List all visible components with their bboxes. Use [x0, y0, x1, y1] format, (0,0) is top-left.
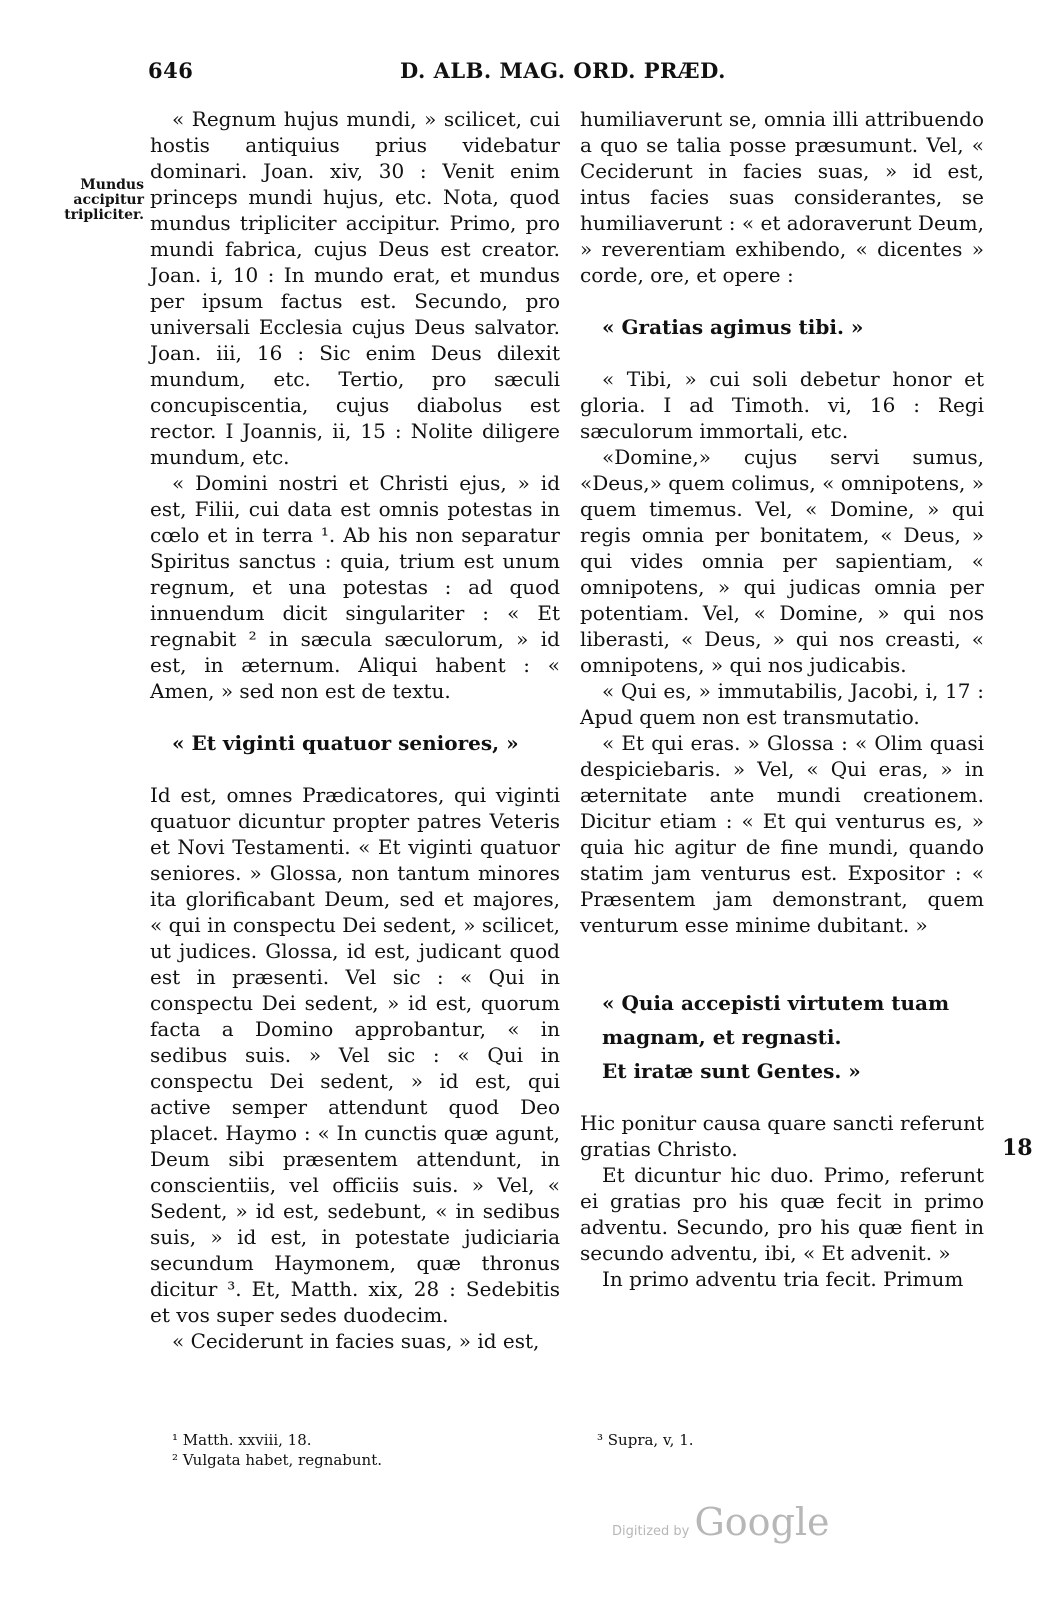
margin-note-line: accipitur: [73, 192, 144, 208]
paragraph: Hic ponitur causa quare sancti referunt gratias Christo.: [580, 1111, 984, 1161]
paragraph: « Et qui eras. » Glossa : « Olim quasi despiciebaris. » Vel, « Qui eras, » in æternitate ante mundi creationem. Dicitur etiam : « Et qui venturus es, » quia hic agitur de fine mundi, quando statim jam venturus est. Expositor : « Præsentem jam demonstrant, quem venturum esse minime dubitant. »: [580, 731, 984, 937]
footnotes: [172, 1430, 382, 1470]
paragraph: « Qui es, » immutabilis, Jacobi, i, 17 : Apud quem non est transmutatio.: [580, 679, 984, 729]
right-column: [580, 106, 984, 1292]
paragraph: «Domine,» cujus servi sumus, «Deus,» quem colimus, « omnipotens, » quem timemus. Vel, « Domine, » qui regis omnia per bonitatem, « Deus, » qui vides omnia per sapientiam, « omnipotens, » qui judicas omnia per potentiam. Vel, « Domine, » qui nos liberasti, « Deus, » qui nos creasti, « omnipotens, » qui nos judicabis.: [580, 445, 984, 677]
section-heading: « Gratias agimus tibi. »: [602, 315, 864, 339]
section-heading: « Et viginti quatuor seniores, »: [172, 731, 519, 755]
paragraph: Id est, omnes Prædicatores, qui viginti quatuor dicuntur propter patres Veteris et Novi Testamenti. « Et viginti quatuor seniores. » Glossa, non tantum minores ita glorificabant Deum, sed et majores, « qui in conspectu Dei sedent, » scilicet, ut judices. Glossa, id est, judicant quod est in præsenti. Vel sic : « Qui in conspectu Dei sedent, » id est, quorum facta a Domino approbantur, « in sedibus suis. » Vel sic : « Qui in conspectu Dei sedent, » id est, qui active semper attendunt quod Deo placet. Haymo : « In cunctis quæ agunt, Deum sibi præsentem attendunt, in conscientiis, vel officiis suis. » Vel, « Sedent, » id est, sedebunt, « in sedibus suis, » id est, in potestate judiciaria secundum Haymonem, quæ thronus dicitur ³. Et, Matth. xix, 28 : Sedebitis et vos super sedes duodecim.: [150, 783, 560, 1327]
margin-note-line: tripliciter.: [64, 207, 144, 223]
margin-note: [52, 178, 144, 223]
section-heading: Et iratæ sunt Gentes. »: [602, 1059, 861, 1083]
page-header: [148, 58, 982, 88]
paragraph: In primo adventu tria fecit. Primum: [602, 1267, 964, 1291]
left-column: [150, 106, 560, 1354]
paragraph: « Tibi, » cui soli debetur honor et gloria. I ad Timoth. vi, 16 : Regi sæculorum immortali, etc.: [580, 367, 984, 443]
google-logo: Google: [694, 1500, 830, 1544]
paragraph: « Domini nostri et Christi ejus, » id est, Filii, cui data est omnis potestas in cœlo et in terra ¹. Ab his non separatur Spiritus sanctus : quia, trium est unum regnum, et una potestas : ad quod innuendum dicit singulariter : « Et regnabit ² in sæcula sæculorum, » id est, in æternum. Aliqui habent : « Amen, » sed non est de textu.: [150, 471, 560, 703]
footnote: ² Vulgata habet, regnabunt.: [172, 1451, 383, 1469]
margin-note-line: Mundus: [80, 177, 144, 193]
paragraph: « Ceciderunt in facies suas, » id est,: [172, 1329, 540, 1353]
paragraph: humiliaverunt se, omnia illi attribuendo a quo se talia posse præsumunt. Vel, « Ceciderunt in facies suas, » id est, intus facies suas considerantes, se humiliaverunt : « et adoraverunt Deum, » reverentiam exhibendo, « dicentes » corde, ore, et opere :: [580, 107, 984, 287]
footnote: ¹ Matth. xxviii, 18.: [172, 1431, 312, 1449]
section-heading: « Quia accepisti virtutem tuam magnam, et regnasti.: [602, 991, 950, 1049]
digitization-watermark: [612, 1500, 830, 1550]
paragraph: Et dicuntur hic duo. Primo, referunt ei gratias pro his quæ fecit in primo adventu. Secundo, pro his quæ fient in secundo adventu, ibi, « Et advenit. »: [580, 1163, 984, 1265]
page-number: 646: [148, 58, 194, 83]
paragraph: « Regnum hujus mundi, » scilicet, cui hostis antiquius prius videbatur dominari. Joan. xiv, 30 : Venit enim princeps mundi hujus, etc. Nota, quod mundus tripliciter accipitur. Primo, pro mundi fabrica, cujus Deus est creator. Joan. i, 10 : In mundo erat, et mundus per ipsum factus est. Secundo, pro universali Ecclesia cujus Deus salvator. Joan. iii, 16 : Sic enim Deus dilexit mundum, etc. Tertio, pro sæculi concupiscentia, cujus diabolus est rector. I Joannis, ii, 15 : Nolite diligere mundum, etc.: [150, 107, 560, 469]
verse-number: 18: [1002, 1135, 1033, 1161]
footnote: ³ Supra, v, 1.: [597, 1431, 694, 1449]
watermark-prefix: Digitized by: [612, 1524, 690, 1539]
running-title: D. ALB. MAG. ORD. PRÆD.: [400, 58, 726, 83]
